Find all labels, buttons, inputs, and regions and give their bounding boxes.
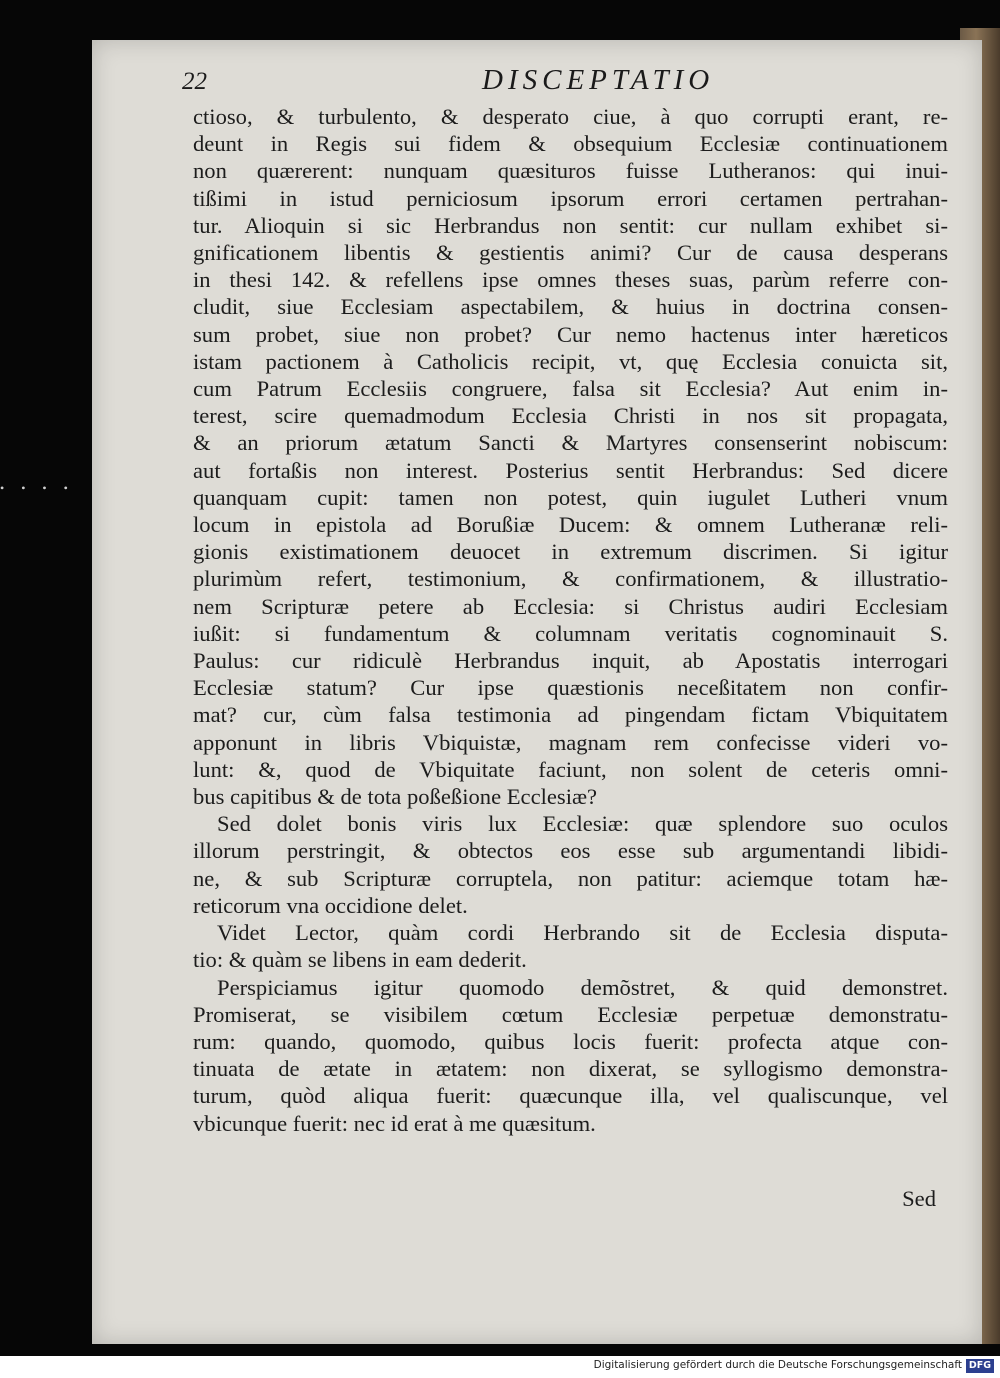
text-line: gionis existimationem deuocet in extremum discrimen. Si igitur: [193, 539, 948, 565]
text-line: locum in epistola ad Borußiæ Ducem: & omnem Lutheranæ reli-: [193, 512, 948, 538]
text-line: plurimùm refert, testimonium, & confirmationem, & illustratio-: [193, 566, 948, 592]
page-number: 22: [182, 68, 207, 95]
text-line: & an priorum ætatum Sancti & Martyres consenserint nobiscum:: [193, 430, 948, 456]
text-line: quanquam cupit: tamen non potest, quin iugulet Lutheri vnum: [193, 484, 948, 510]
text-line: tur. Alioquin si sic Herbrandus non sentit: cur nullam exhibet si-: [193, 212, 948, 238]
footer-bar: [0, 1356, 1000, 1378]
text-line: in thesi 142. & refellens ipse omnes theses suas, parùm referre con-: [193, 267, 948, 293]
text-line: cum Patrum Ecclesiis congruere, falsa sit Ecclesia? Aut enim in-: [193, 376, 948, 402]
text-line: reticorum vna occidione delet.: [193, 892, 468, 918]
text-line: non quærerent: nunquam quæsituros fuisse Lutheranos: qui inui-: [193, 158, 948, 184]
text-line: cludit, siue Ecclesiam aspectabilem, & huius in doctrina consen-: [193, 294, 948, 320]
text-line: aut fortaßis non interest. Posterius sentit Herbrandus: Sed dicere: [193, 457, 948, 483]
text-line: Perspiciamus igitur quomodo demõstret, & quid demonstret.: [217, 974, 948, 1000]
running-head: DISCEPTATIO: [482, 64, 715, 96]
text-line: Videt Lector, quàm cordi Herbrando sit de Ecclesia disputa-: [217, 920, 948, 946]
text-line: deunt in Regis sui fidem & obsequium Ecclesiæ continuationem: [193, 131, 948, 157]
text-line: Ecclesiæ statum? Cur ipse quæstionis neceßitatem non confir-: [193, 675, 948, 701]
text-line: ctioso, & turbulento, & desperato ciue, à quo corrupti erant, re-: [193, 104, 948, 129]
text-line: nem Scripturæ petere ab Ecclesia: si Christus audiri Ecclesiam: [193, 593, 948, 619]
side-dots: ••••: [0, 481, 85, 495]
text-line: terest, scire quemadmodum Ecclesia Christi in nos sit propagata,: [193, 403, 948, 429]
text-line: iußit: si fundamentum & columnam veritatis cognominauit S.: [193, 620, 948, 646]
text-line: tio: & quàm se libens in eam dederit.: [193, 947, 527, 973]
text-line: gnificationem libentis & gestientis animi? Cur de causa desperans: [193, 240, 948, 266]
text-line: mat? cur, cùm falsa testimonia ad pingendam fictam Vbiquitatem: [193, 702, 948, 728]
text-line: bus capitibus & de tota poßeßione Ecclesiæ?: [193, 784, 598, 810]
text-line: rum: quando, quomodo, quibus locis fuerit: profecta atque con-: [193, 1028, 948, 1054]
page-header: [182, 64, 742, 102]
text-line: lunt: &, quod de Vbiquitate faciunt, non solent de ceteris omni-: [193, 756, 948, 782]
text-line: sum probet, siue non probet? Cur nemo hactenus inter hæreticos: [193, 321, 948, 347]
text-line: turum, quòd aliqua fuerit: quæcunque illa, vel qualiscunque, vel: [193, 1083, 948, 1109]
text-line: Sed dolet bonis viris lux Ecclesiæ: quæ splendore suo oculos: [217, 811, 948, 837]
text-line: Promiserat, se visibilem cœtum Ecclesiæ perpetuæ demonstratu-: [193, 1001, 948, 1027]
text-line: istam pactionem à Catholicis recipit, vt, quę Ecclesia conuicta sit,: [193, 348, 948, 374]
footer-credit: Digitalisierung gefördert durch die Deutsche Forschungsgemeinschaft: [593, 1359, 962, 1371]
text-line: tißimi in istud perniciosum ipsorum errori certamen pertrahan-: [193, 185, 948, 211]
body-text: [193, 103, 948, 1137]
text-line: ne, & sub Scripturæ corruptela, non patitur: aciemque totam hæ-: [193, 865, 948, 891]
text-line: tinuata de ætate in ætatem: non dixerat, se syllogismo demonstra-: [193, 1056, 948, 1082]
text-line: illorum perstringit, & obtectos eos esse sub argumentandi libidi-: [193, 838, 948, 864]
catchword: Sed: [902, 1186, 936, 1211]
text-line: apponunt in libris Vbiquistæ, magnam rem confecisse videri vo-: [193, 729, 948, 755]
text-line: Paulus: cur ridiculè Herbrandus inquit, ab Apostatis interrogari: [193, 648, 948, 674]
dfg-logo: DFG: [966, 1359, 994, 1373]
text-line: vbicunque fuerit: nec id erat à me quæsitum.: [193, 1110, 596, 1136]
